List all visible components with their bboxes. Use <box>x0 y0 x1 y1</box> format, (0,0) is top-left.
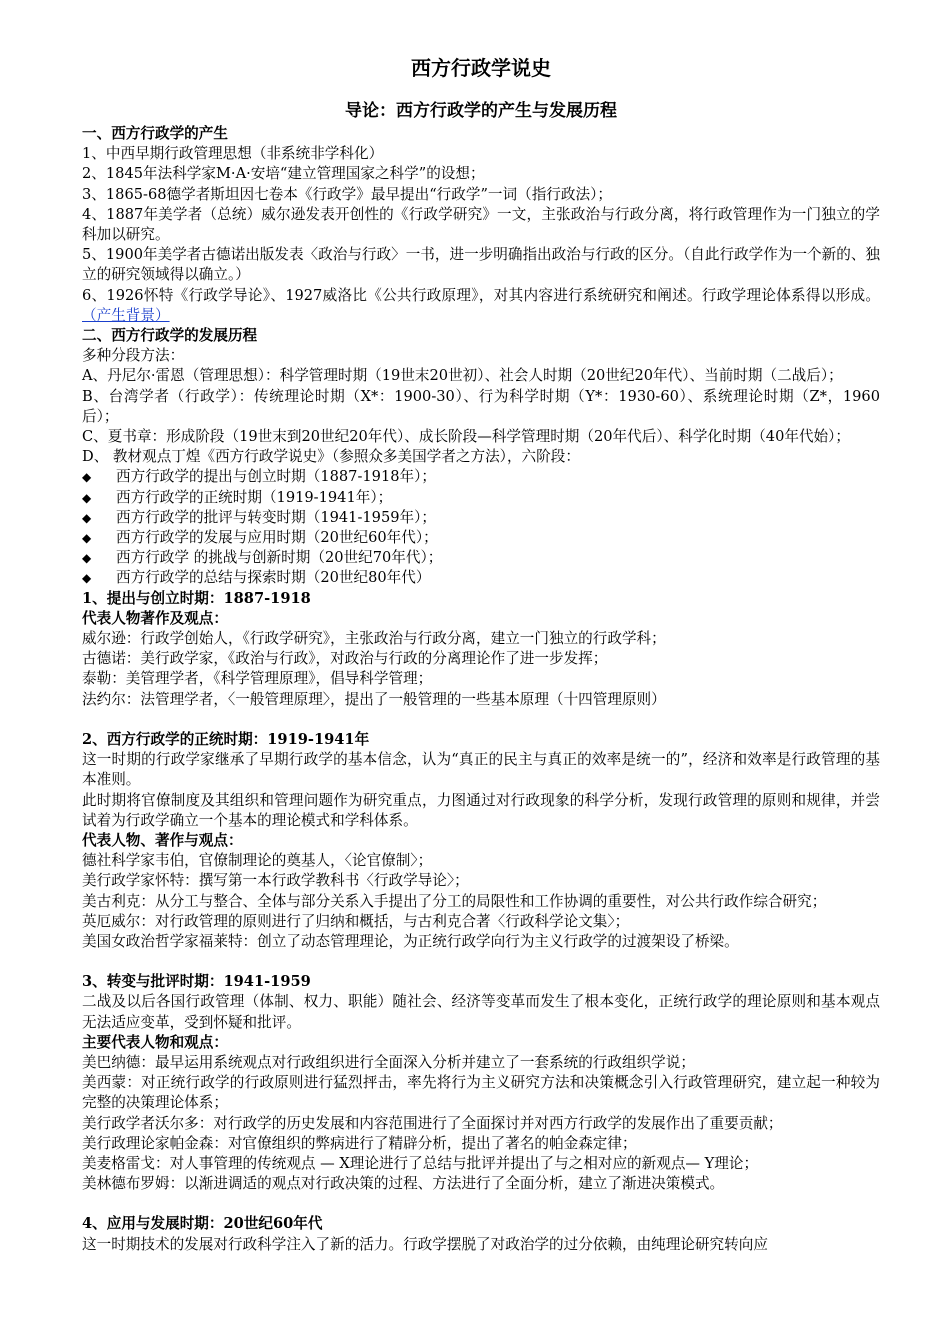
paragraph: 此时期将官僚制度及其组织和管理问题作为研究重点，力图通过对行政现象的科学分析，发现行政管理的原则和规律，并尝试着为行政学确立一个基本的理论模式和学科体系。 <box>82 791 880 829</box>
section-heading: 一、西方行政学的产生 <box>82 125 228 142</box>
bullet-item <box>82 467 880 487</box>
list-item-text: 6、1926怀特《行政学导论》、1927威洛比《公共行政原理》，对其内容进行系统研究和阐述。行政学理论体系得以形成。 <box>82 286 880 304</box>
spacer <box>82 1194 880 1214</box>
document-title: 西方行政学说史 <box>411 56 551 80</box>
period-heading: 1、提出与创立时期：1887-1918 <box>82 589 311 607</box>
diamond-bullet-icon: ◆ <box>82 470 92 485</box>
document-subtitle: 导论：西方行政学的产生与发展历程 <box>345 101 617 121</box>
list-item: 1、中西早期行政管理思想（非系统非学科化） <box>82 145 384 163</box>
paragraph: 这一时期的行政学家继承了早期行政学的基本信念，认为“真正的民主与真正的效率是统一的”，经济和效率是行政管理的基本准则。 <box>82 751 880 789</box>
list-item: 美行政学家怀特：撰写第一本行政学教科书〈行政学导论〉； <box>82 872 469 890</box>
list-item: D、 教材观点丁煌《西方行政学说史》（参照众多美国学者之方法），六阶段： <box>82 448 580 466</box>
list-item: 美巴纳德：最早运用系统观点对行政组织进行全面深入分析并建立了一套系统的行政组织学说； <box>82 1053 695 1071</box>
diamond-bullet-icon: ◆ <box>82 531 92 546</box>
list-item: C、夏书章：形成阶段（19世末到20世纪20年代）、成长阶段—科学管理时期（20年代后）、科学化时期（40年代始）； <box>82 428 851 446</box>
diamond-bullet-icon: ◆ <box>82 571 92 586</box>
list-item: A、丹尼尔·雷恩（管理思想）：科学管理时期（19世末20世初）、社会人时期（20世纪20年代）、当前时期（二战后）； <box>82 367 843 385</box>
period-heading: 3、转变与批评时期：1941-1959 <box>82 973 311 991</box>
bullet-text: 西方行政学的正统时期（1919-1941年）； <box>116 488 393 506</box>
paragraph: 这一时期技术的发展对行政科学注入了新的活力。行政学摆脱了对政治学的过分依赖，由纯理论研究转向应 <box>82 1235 768 1253</box>
list-item: 英厄威尔：对行政管理的原则进行了归纳和概括，与古利克合著〈行政科学论文集〉； <box>82 912 630 930</box>
list-item: 美麦格雷戈：对人事管理的传统观点 — X理论进行了总结与批评并提出了与之相对应的新观点— Y理论； <box>82 1154 759 1172</box>
period-heading: 4、应用与发展时期：20世纪60年代 <box>82 1215 323 1233</box>
list-item: 法约尔：法管理学者，〈一般管理原理〉，提出了一般管理的一些基本原理（十四管理原则） <box>82 690 666 708</box>
list-item: 2、1845年法科学家M·A·安培“建立管理国家之科学”的设想； <box>82 165 485 183</box>
bullet-text: 西方行政学的批评与转变时期（1941-1959年）； <box>116 508 437 526</box>
diamond-bullet-icon: ◆ <box>82 551 92 566</box>
bullet-item <box>82 548 880 568</box>
list-item: 美行政学者沃尔多：对行政学的历史发展和内容范围进行了全面探讨并对西方行政学的发展作出了重要贡献； <box>82 1114 783 1132</box>
paragraph: 二战及以后各国行政管理（体制、权力、职能）随社会、经济等变革而发生了根本变化，正统行政学的理论原则和基本观点无法适应变革，受到怀疑和批评。 <box>82 993 880 1031</box>
bullet-item <box>82 528 880 548</box>
subheading: 代表人物著作及观点： <box>82 609 228 627</box>
list-item: 古德诺：美行政学家，《政治与行政》，对政治与行政的分离理论作了进一步发挥； <box>82 650 608 668</box>
period-heading: 2、西方行政学的正统时期：1919-1941年 <box>82 730 370 748</box>
subheading: 代表人物、著作与观点： <box>82 831 243 849</box>
list-item: B、台湾学者（行政学）：传统理论时期（X*：1900-30）、行为科学时期（Y*：1930-60）、系统理论时期（Z*，1960后）； <box>82 387 880 425</box>
list-item: 美西蒙：对正统行政学的行政原则进行猛烈抨击，率先将行为主义研究方法和决策概念引入行政管理研究，建立起一种较为完整的决策理论体系； <box>82 1074 880 1112</box>
diamond-bullet-icon: ◆ <box>82 490 92 505</box>
section-heading: 二、西方行政学的发展历程 <box>82 327 258 345</box>
list-item: 美林德布罗姆：以渐进调适的观点对行政决策的过程、方法进行了全面分析，建立了渐进决策模式。 <box>82 1175 725 1193</box>
list-item: 美国女政治哲学家福莱特：创立了动态管理理论，为正统行政学向行为主义行政学的过渡架设了桥梁。 <box>82 932 739 950</box>
list-item: 5、1900年美学者古德诺出版发表〈政治与行政〉一书，进一步明确指出政治与行政的区分。（自此行政学作为一个新的、独立的研究领域得以确立。） <box>82 246 881 284</box>
bullet-item <box>82 488 880 508</box>
list-item: 3、1865-68德学者斯坦因七卷本《行政学》最早提出“行政学”一词（指行政法）； <box>82 185 612 203</box>
list-item: 4、1887年美学者（总统）威尔逊发表开创性的《行政学研究》一文，主张政治与行政分离，将行政管理作为一门独立的学科加以研究。 <box>82 205 880 244</box>
subheading: 主要代表人物和观点： <box>82 1033 228 1051</box>
bullet-text: 西方行政学 的挑战与创新时期（20世纪70年代）； <box>116 549 443 567</box>
list-item: 威尔逊：行政学创始人，《行政学研究》，主张政治与行政分离，建立一门独立的行政学科； <box>82 630 666 648</box>
bullet-item <box>82 568 880 588</box>
list-item <box>82 286 880 326</box>
list-item: 美古利克：从分工与整合、全体与部分关系入手提出了分工的局限性和工作协调的重要性，对公共行政作综合研究； <box>82 892 827 910</box>
bullet-text: 西方行政学的提出与创立时期（1887-1918年）； <box>116 468 437 486</box>
spacer <box>82 952 880 972</box>
spacer <box>82 710 880 730</box>
bullet-text: 西方行政学的发展与应用时期（20世纪60年代）； <box>116 529 438 547</box>
list-item: 泰勒：美管理学者，《科学管理原理》，倡导科学管理； <box>82 670 433 688</box>
bullet-item <box>82 508 880 528</box>
background-link[interactable]: （产生背景） <box>82 306 170 324</box>
list-item: 德社科学家韦伯，官僚制理论的奠基人，〈论官僚制〉； <box>82 852 433 870</box>
paragraph: 多种分段方法： <box>82 347 185 365</box>
bullet-text: 西方行政学的总结与探索时期（20世纪80年代） <box>116 569 431 587</box>
list-item: 美行政理论家帕金森：对官僚组织的弊病进行了精辟分析，提出了著名的帕金森定律； <box>82 1134 637 1152</box>
diamond-bullet-icon: ◆ <box>82 510 92 525</box>
